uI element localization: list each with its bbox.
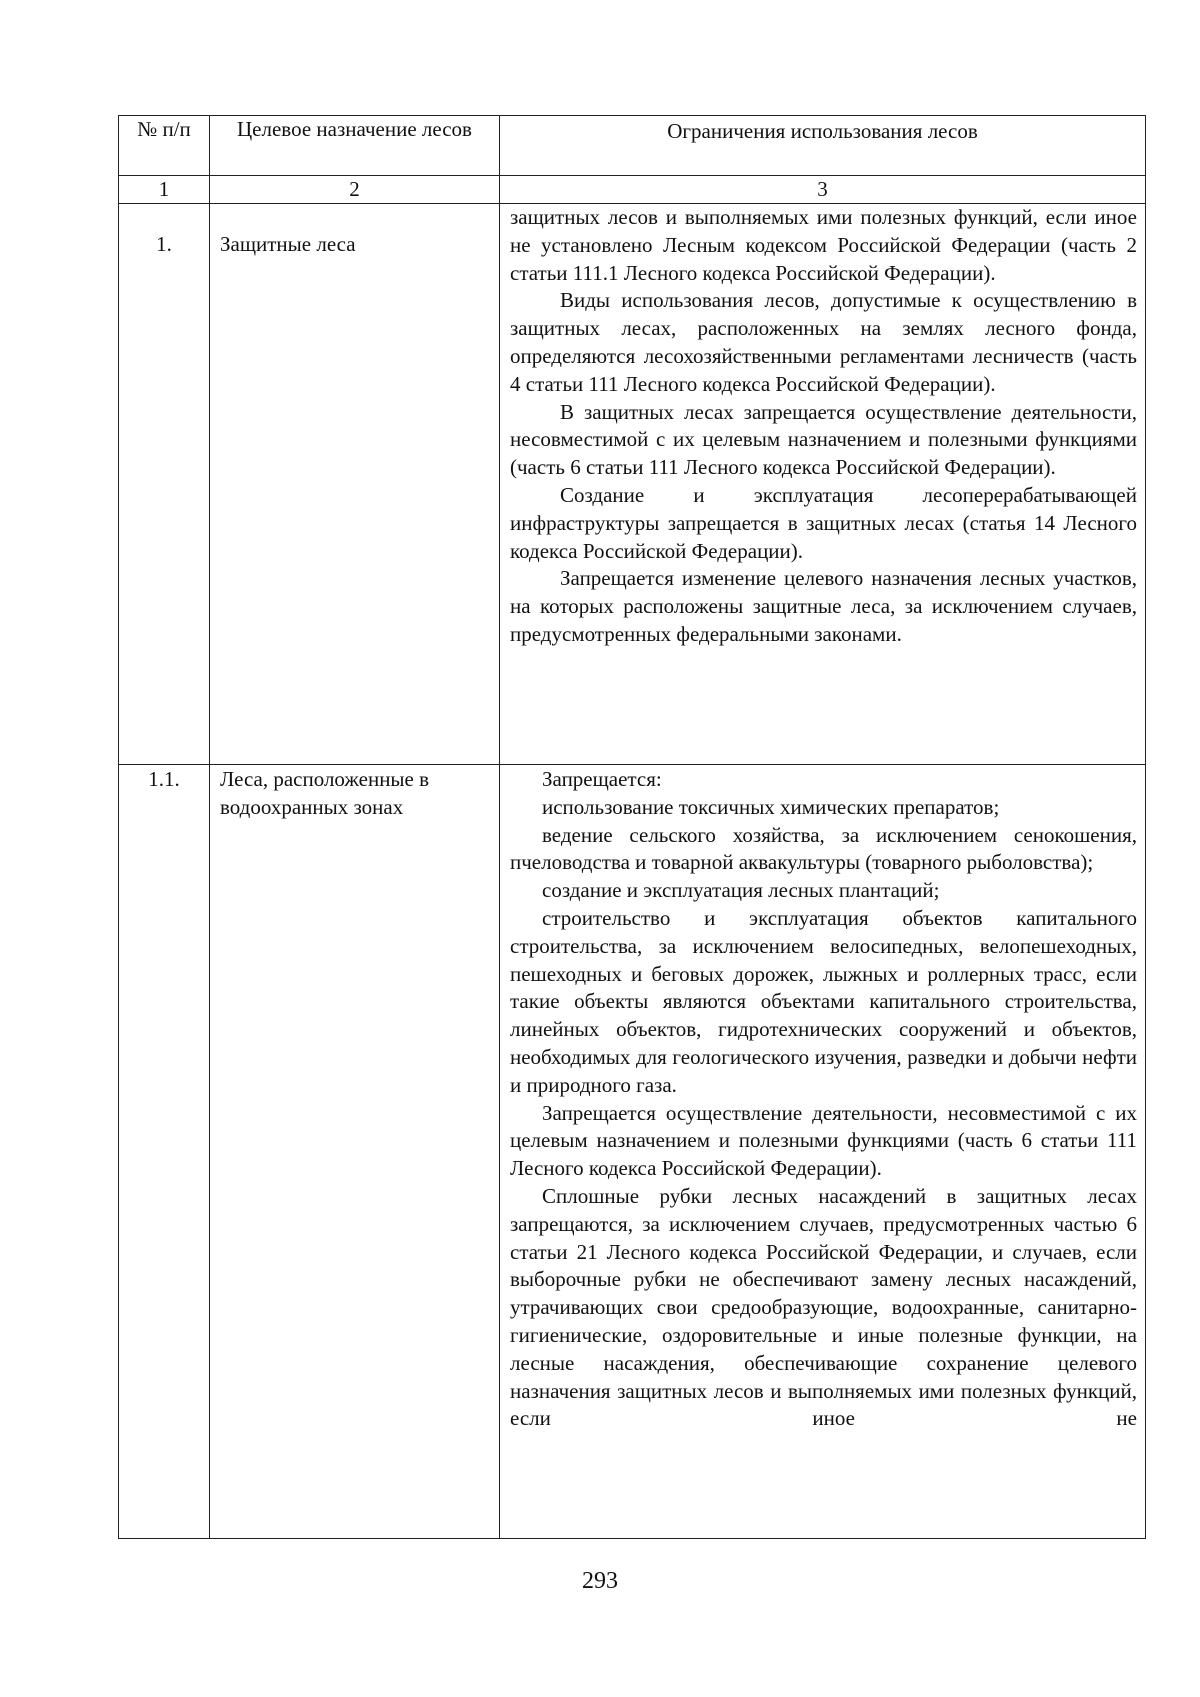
forest-purpose: Леса, расположенные в водоохранных зонах xyxy=(210,765,500,1539)
header-number: № п/п xyxy=(119,116,210,176)
restrictions-text xyxy=(500,765,1146,1539)
restriction-paragraph: Сплошные рубки лесных насаждений в защитных лесах запрещаются, за исключением случаев, предусмотренных частью 6 статьи 21 Лесного кодекса Российской Федерации, и случаев, если выборочные рубки не обеспечивают замену лесных насаждений, утрачивающих свои средообразующие, водоохранные, санитарно-гигиенические, оздоровительные и иные полезные функции, на лесные насаждения, обеспечивающие сохранение целевого назначения защитных лесов и выполняемых ими полезных функций, если иное не xyxy=(510,1183,1137,1431)
restriction-paragraph: защитных лесов и выполняемых ими полезных функций, если иное не установлено Лесным кодексом Российской Федерации (часть 2 статьи 111.1 Лесного кодекса Российской Федерации). xyxy=(510,205,1137,285)
forest-purpose: Защитные леса xyxy=(210,204,500,765)
restriction-paragraph: создание и эксплуатация лесных плантаций; xyxy=(542,878,940,903)
restrictions-text xyxy=(500,204,1146,765)
table-row xyxy=(119,204,1146,765)
column-number-1: 1 xyxy=(119,176,210,204)
table-header-row xyxy=(119,116,1146,176)
page-number: 293 xyxy=(582,1568,618,1594)
table-row xyxy=(119,765,1146,1539)
column-numbers-row xyxy=(119,176,1146,204)
restriction-paragraph: строительство и эксплуатация объектов капитального строительства, за исключением велосипедных, велопешеходных, пешеходных и беговых дорожек, лыжных и роллерных трасс, если такие объекты являются объектами капитального строительства, линейных объектов, гидротехнических сооружений и объектов, необходимых для геологического изучения, разведки и добычи нефти и природного газа. xyxy=(510,905,1137,1097)
restriction-paragraph: Создание и эксплуатация лесоперерабатывающей инфраструктуры запрещается в защитных лесах (статья 14 Лесного кодекса Российской Федерации). xyxy=(510,482,1137,563)
column-number-3: 3 xyxy=(500,176,1146,204)
restriction-paragraph: В защитных лесах запрещается осуществление деятельности, несовместимой с их целевым назначением и полезными функциями (часть 6 статьи 111 Лесного кодекса Российской Федерации). xyxy=(510,399,1137,480)
restriction-paragraph: Запрещается: xyxy=(542,767,662,791)
restriction-paragraph: использование токсичных химических препаратов; xyxy=(542,794,1000,819)
restriction-paragraph: Виды использования лесов, допустимые к осуществлению в защитных лесах, расположенных на землях лесного фонда, определяются лесохозяйственными регламентами лесничеств (часть 4 статьи 111 Лесного кодекса Российской Федерации). xyxy=(510,288,1137,396)
header-restrictions: Ограничения использования лесов xyxy=(500,116,1146,176)
restriction-paragraph: ведение сельского хозяйства, за исключением сенокошения, пчеловодства и товарной аквакультуры (товарного рыболовства); xyxy=(510,822,1137,875)
row-number: 1. xyxy=(119,204,210,765)
restriction-paragraph: Запрещается изменение целевого назначения лесных участков, на которых расположены защитные леса, за исключением случаев, предусмотренных федеральными законами. xyxy=(510,566,1137,646)
header-purpose: Целевое назначение лесов xyxy=(210,116,500,176)
row-number: 1.1. xyxy=(119,765,210,1539)
column-number-2: 2 xyxy=(210,176,500,204)
restriction-paragraph: Запрещается осуществление деятельности, несовместимой с их целевым назначением и полезными функциями (часть 6 статьи 111 Лесного кодекса Российской Федерации). xyxy=(510,1100,1137,1181)
forest-restrictions-table xyxy=(118,115,1146,1539)
